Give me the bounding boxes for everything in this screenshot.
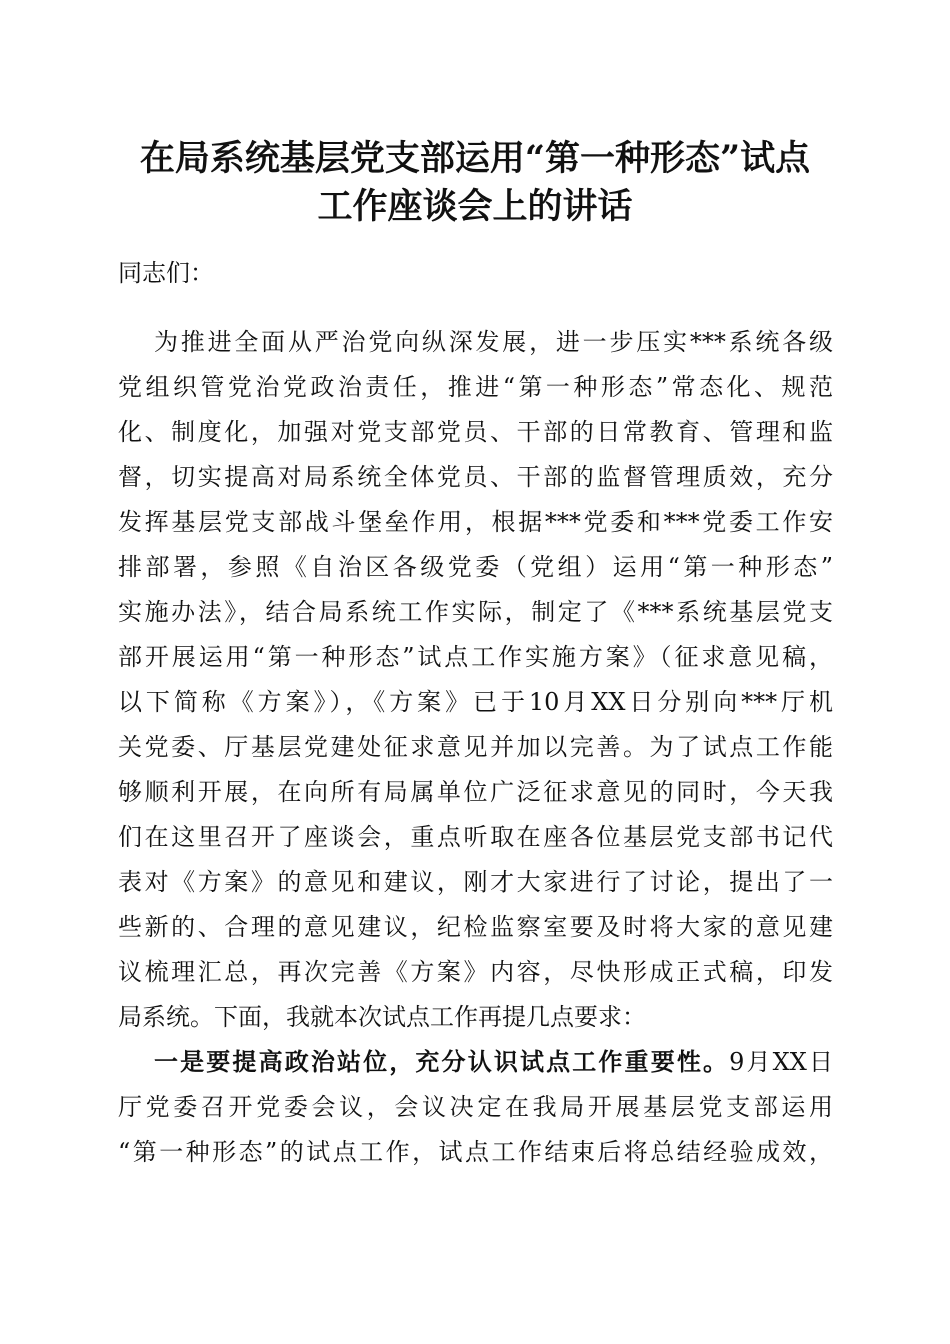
paragraph-1-line: 党组织管党治党政治责任，推进“第一种形态”常态化、规范 — [118, 373, 833, 401]
paragraph-2-line: “第一种形态”的试点工作，试点工作结束后将总结经验成效， — [118, 1138, 833, 1166]
paragraph-2-first-rest: 9月XX日 — [729, 1048, 833, 1076]
paragraph-1-line: 督，切实提高对局系统全体党员、干部的监督管理质效，充分 — [118, 463, 833, 491]
paragraph-1-line: 关党委、厅基层党建处征求意见并加以完善。为了试点工作能 — [118, 733, 833, 761]
paragraph-1-line: 发挥基层党支部战斗堡垒作用，根据***党委和***党委工作安 — [118, 508, 833, 536]
paragraph-1-line: 些新的、合理的意见建议，纪检监察室要及时将大家的意见建 — [118, 913, 833, 941]
paragraph-2-first-line — [154, 1047, 833, 1077]
paragraph-2-line: 厅党委召开党委会议，会议决定在我局开展基层党支部运用 — [118, 1093, 833, 1121]
paragraph-1-line: 够顺利开展，在向所有局属单位广泛征求意见的同时，今天我 — [118, 778, 833, 806]
document-title-line-2: 工作座谈会上的讲话 — [317, 186, 633, 227]
paragraph-1-line: 化、制度化，加强对党支部党员、干部的日常教育、管理和监 — [118, 418, 833, 446]
paragraph-1-line: 实施办法》，结合局系统工作实际，制定了《***系统基层党支 — [118, 598, 833, 626]
paragraph-1-line: 排部署，参照《自治区各级党委（党组）运用“第一种形态” — [118, 553, 833, 581]
paragraph-1-last-line: 局系统。下面，我就本次试点工作再提几点要求： — [118, 1003, 646, 1031]
paragraph-1-line: 议梳理汇总，再次完善《方案》内容，尽快形成正式稿，印发 — [118, 958, 833, 986]
paragraph-1-line: 们在这里召开了座谈会，重点听取在座各位基层党支部书记代 — [118, 823, 833, 851]
document-title-line-1: 在局系统基层党支部运用“第一种形态”试点 — [139, 138, 811, 179]
paragraph-1-line: 以下简称《方案》），《方案》已于10月XX日分别向***厅机 — [118, 688, 833, 716]
paragraph-1-line: 表对《方案》的意见和建议，刚才大家进行了讨论，提出了一 — [118, 868, 833, 896]
salutation: 同志们： — [118, 259, 214, 287]
paragraph-1-line: 部开展运用“第一种形态”试点工作实施方案》（征求意见稿， — [118, 643, 833, 671]
paragraph-2-bold-lead: 一是要提高政治站位，充分认识试点工作重要性。 — [154, 1047, 730, 1076]
paragraph-1-line: 为推进全面从严治党向纵深发展，进一步压实***系统各级 — [154, 328, 833, 356]
